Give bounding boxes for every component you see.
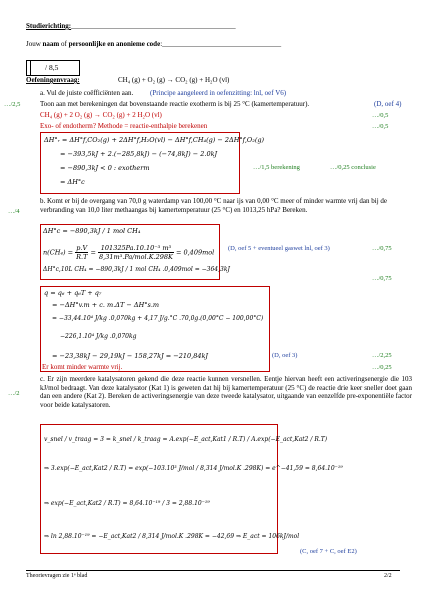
part-a-question: a. Vul de juiste coëfficiënten aan. bbox=[40, 89, 134, 97]
part-c-points: …/2 bbox=[8, 390, 20, 397]
part-a-score1: …/0,5 bbox=[372, 112, 389, 119]
part-b-calc2-row bbox=[43, 244, 214, 261]
part-b-ref1: (D, oef 5 + eventueel gaswet lnl, oef 3) bbox=[228, 245, 330, 252]
part-c-question: c. Er zijn meerdere katalysatoren gekend die deze reactie kunnen versnellen. Eentje hiervan heeft een activeringsenergie die 103 kJ/mol bedraagt. Van deze katalysator (Kat 1) is geweten dat hij bij kamertemperatuur (25 °C) de reactie drie keer sneller doet gaan dan een andere (Kat 2). Bereken de activeringsenergie van deze tweede katalysator, uitgaande van eenzelfde pre-exponentiële factor voor beide katalysatoren. bbox=[40, 375, 412, 409]
part-b-question: b. Komt er bij de overgang van 70,0 g waterdamp van 100,00 °C naar ijs van 0,00 °C meer of minder warmte vrij dan bij de verbranding van 10,0 liter methaangas bij kamertemperatuur (25 °C) en 1013,25 hPa? Bereken. bbox=[40, 197, 388, 214]
part-b-conclusion: Er komt minder warmte vrij. bbox=[42, 363, 123, 371]
part-c-line2: ⇒ 3.exp(−E_act,Kat2 / R.T) = exp(−103.10³ J/mol / 8,314 J/mol.K .298K) = e^−41,59 = 8,64.10⁻¹⁹ bbox=[44, 465, 343, 472]
naam-blank[interactable]: __________________________________ bbox=[162, 40, 282, 48]
part-a-task: Toon aan met berekeningen dat bovenstaande reactie exotherm is bij 25 °C (kamertemperatuur). bbox=[40, 100, 310, 108]
part-b-calc8: = −23,38kJ − 29,19kJ − 158,27kJ = −210,84kJ bbox=[52, 352, 209, 360]
part-b-calc2-num: p.V bbox=[76, 244, 88, 252]
part-a-calc3: = −890,3kJ < 0 : exotherm bbox=[60, 164, 150, 172]
part-c-line1: v_snel / v_traag = 3 = k_snel / k_traag = A.exp(−E_act,Kat1 / R.T) / A.exp(−E_act,Kat2 / R.T) bbox=[44, 436, 328, 443]
score-box-divider bbox=[30, 61, 33, 75]
part-c-line4: ⇒ ln 2,88.10⁻¹⁹ = −E_act,Kat2 / 8,314 J/mol.K .298K = −42,69 ⇒ E_act = 106kJ/mol bbox=[44, 533, 300, 540]
part-b-ref2: (D, oef 3) bbox=[272, 352, 298, 359]
part-a-method: Exo- of endotherm? Methode = reactie-enthalpie berekenen bbox=[40, 122, 208, 130]
section-title: Oefeningenvraag: bbox=[26, 76, 80, 84]
part-c-ref: (C, oef 7 + C, oef E2) bbox=[300, 548, 357, 555]
part-b-calc2-frac2 bbox=[98, 244, 174, 261]
part-b-points: …/4 bbox=[8, 208, 20, 215]
reaction-equation: CH₄ (g) + O₂ (g) → CO₂ (g) + H₂O (vl) bbox=[118, 76, 230, 84]
part-b-score4: …/0,25 bbox=[372, 364, 392, 371]
footer-page-number: 2/2 bbox=[384, 573, 392, 579]
part-b-score1: …/0,75 bbox=[372, 245, 392, 252]
part-a-calc2: = −393,5kJ + 2.(−285,8kJ) − (−74,8kJ) − 2.0kJ bbox=[60, 150, 218, 158]
part-b-calc2-num2: 101325Pa.10.10⁻³ m³ bbox=[98, 244, 174, 253]
part-b-calc5: = −ΔH°v.m + c. m.ΔT − ΔH°s.m bbox=[52, 301, 160, 309]
part-a-points: …/2,5 bbox=[4, 101, 21, 108]
naam-label-pre: Jouw bbox=[26, 40, 43, 48]
studierichting-row bbox=[26, 22, 236, 31]
studierichting-blank[interactable]: _______________________________________________ bbox=[71, 22, 236, 30]
part-b-score3: …/2,25 bbox=[372, 352, 392, 359]
part-a-ref: (D, oef 4) bbox=[374, 100, 402, 108]
part-b-calc2-res: = 0,409mol bbox=[175, 248, 215, 257]
part-b-calc3: ΔH°c,10L CH₄ = −890,3kJ / 1 mol CH₄ .0,409mol = −364,3kJ bbox=[43, 266, 230, 273]
part-b-calc7: −226,1.10⁴ J/kg .0,070kg bbox=[60, 333, 137, 340]
part-b-score2: …/0,75 bbox=[372, 275, 392, 282]
part-b-calc1: ΔH°c = −890,3kJ / 1 mol CH₄ bbox=[43, 227, 141, 235]
naam-label-mid: of bbox=[59, 40, 69, 48]
footer-left: Theorievragen zie 1ᵉ blad bbox=[26, 573, 88, 579]
section-title-row bbox=[26, 76, 80, 85]
part-a-score3: …/1,5 berekening bbox=[253, 164, 300, 171]
part-b-calc6: = −33,44.10⁴ J/kg .0,070kg + 4,17 J/g.°C .70,0g.(0,00°C − 100,00°C) bbox=[52, 315, 264, 322]
part-c-line3: ⇒ exp(−E_act,Kat2 / R.T) = 8,64.10⁻¹⁹ / 3 = 2,88.10⁻¹⁹ bbox=[44, 500, 210, 507]
footer-divider bbox=[26, 570, 400, 571]
part-a-score2: …/0,5 bbox=[372, 123, 389, 130]
score-box bbox=[26, 60, 80, 76]
part-b-calc2-den2: 8,31m³.Pa/mol.K.298K bbox=[99, 253, 173, 261]
studierichting-label: Studierichting: bbox=[26, 22, 72, 30]
part-a-calc4: = ΔH°c bbox=[60, 178, 85, 186]
part-b-calc2-eq: = bbox=[90, 248, 96, 257]
score-value: / 8,5 bbox=[45, 63, 59, 72]
part-a-calc1: ΔH°ᵣ = ΔH°f,CO₂(g) + 2ΔH°f,H₂O(vl) − ΔH°f,CH₄(g) − 2ΔH°f,O₂(g) bbox=[44, 136, 265, 144]
part-a-score4: …/0,25 conclusie bbox=[330, 164, 376, 171]
part-b-calc4: q = q₆ + q₆T + q₇ bbox=[44, 289, 102, 297]
part-b-calc2-lhs: n(CH₄) = bbox=[43, 248, 74, 257]
part-b-calc2-frac1 bbox=[75, 244, 88, 261]
naam-label-bold: naam bbox=[42, 40, 60, 48]
part-a-hint: (Principe aangeleerd in oefenzitting: lnl, oef V6) bbox=[150, 89, 287, 97]
part-a-balanced: CH₄ (g) + 2 O₂ (g) → CO₂ (g) + 2 H₂O (vl) bbox=[40, 111, 162, 119]
part-b-calc2-den: R.T bbox=[76, 253, 88, 261]
naam-label-post: : bbox=[160, 40, 163, 48]
naam-row bbox=[26, 40, 281, 49]
naam-label-bold2: persoonlijke en anonieme code bbox=[68, 40, 161, 48]
